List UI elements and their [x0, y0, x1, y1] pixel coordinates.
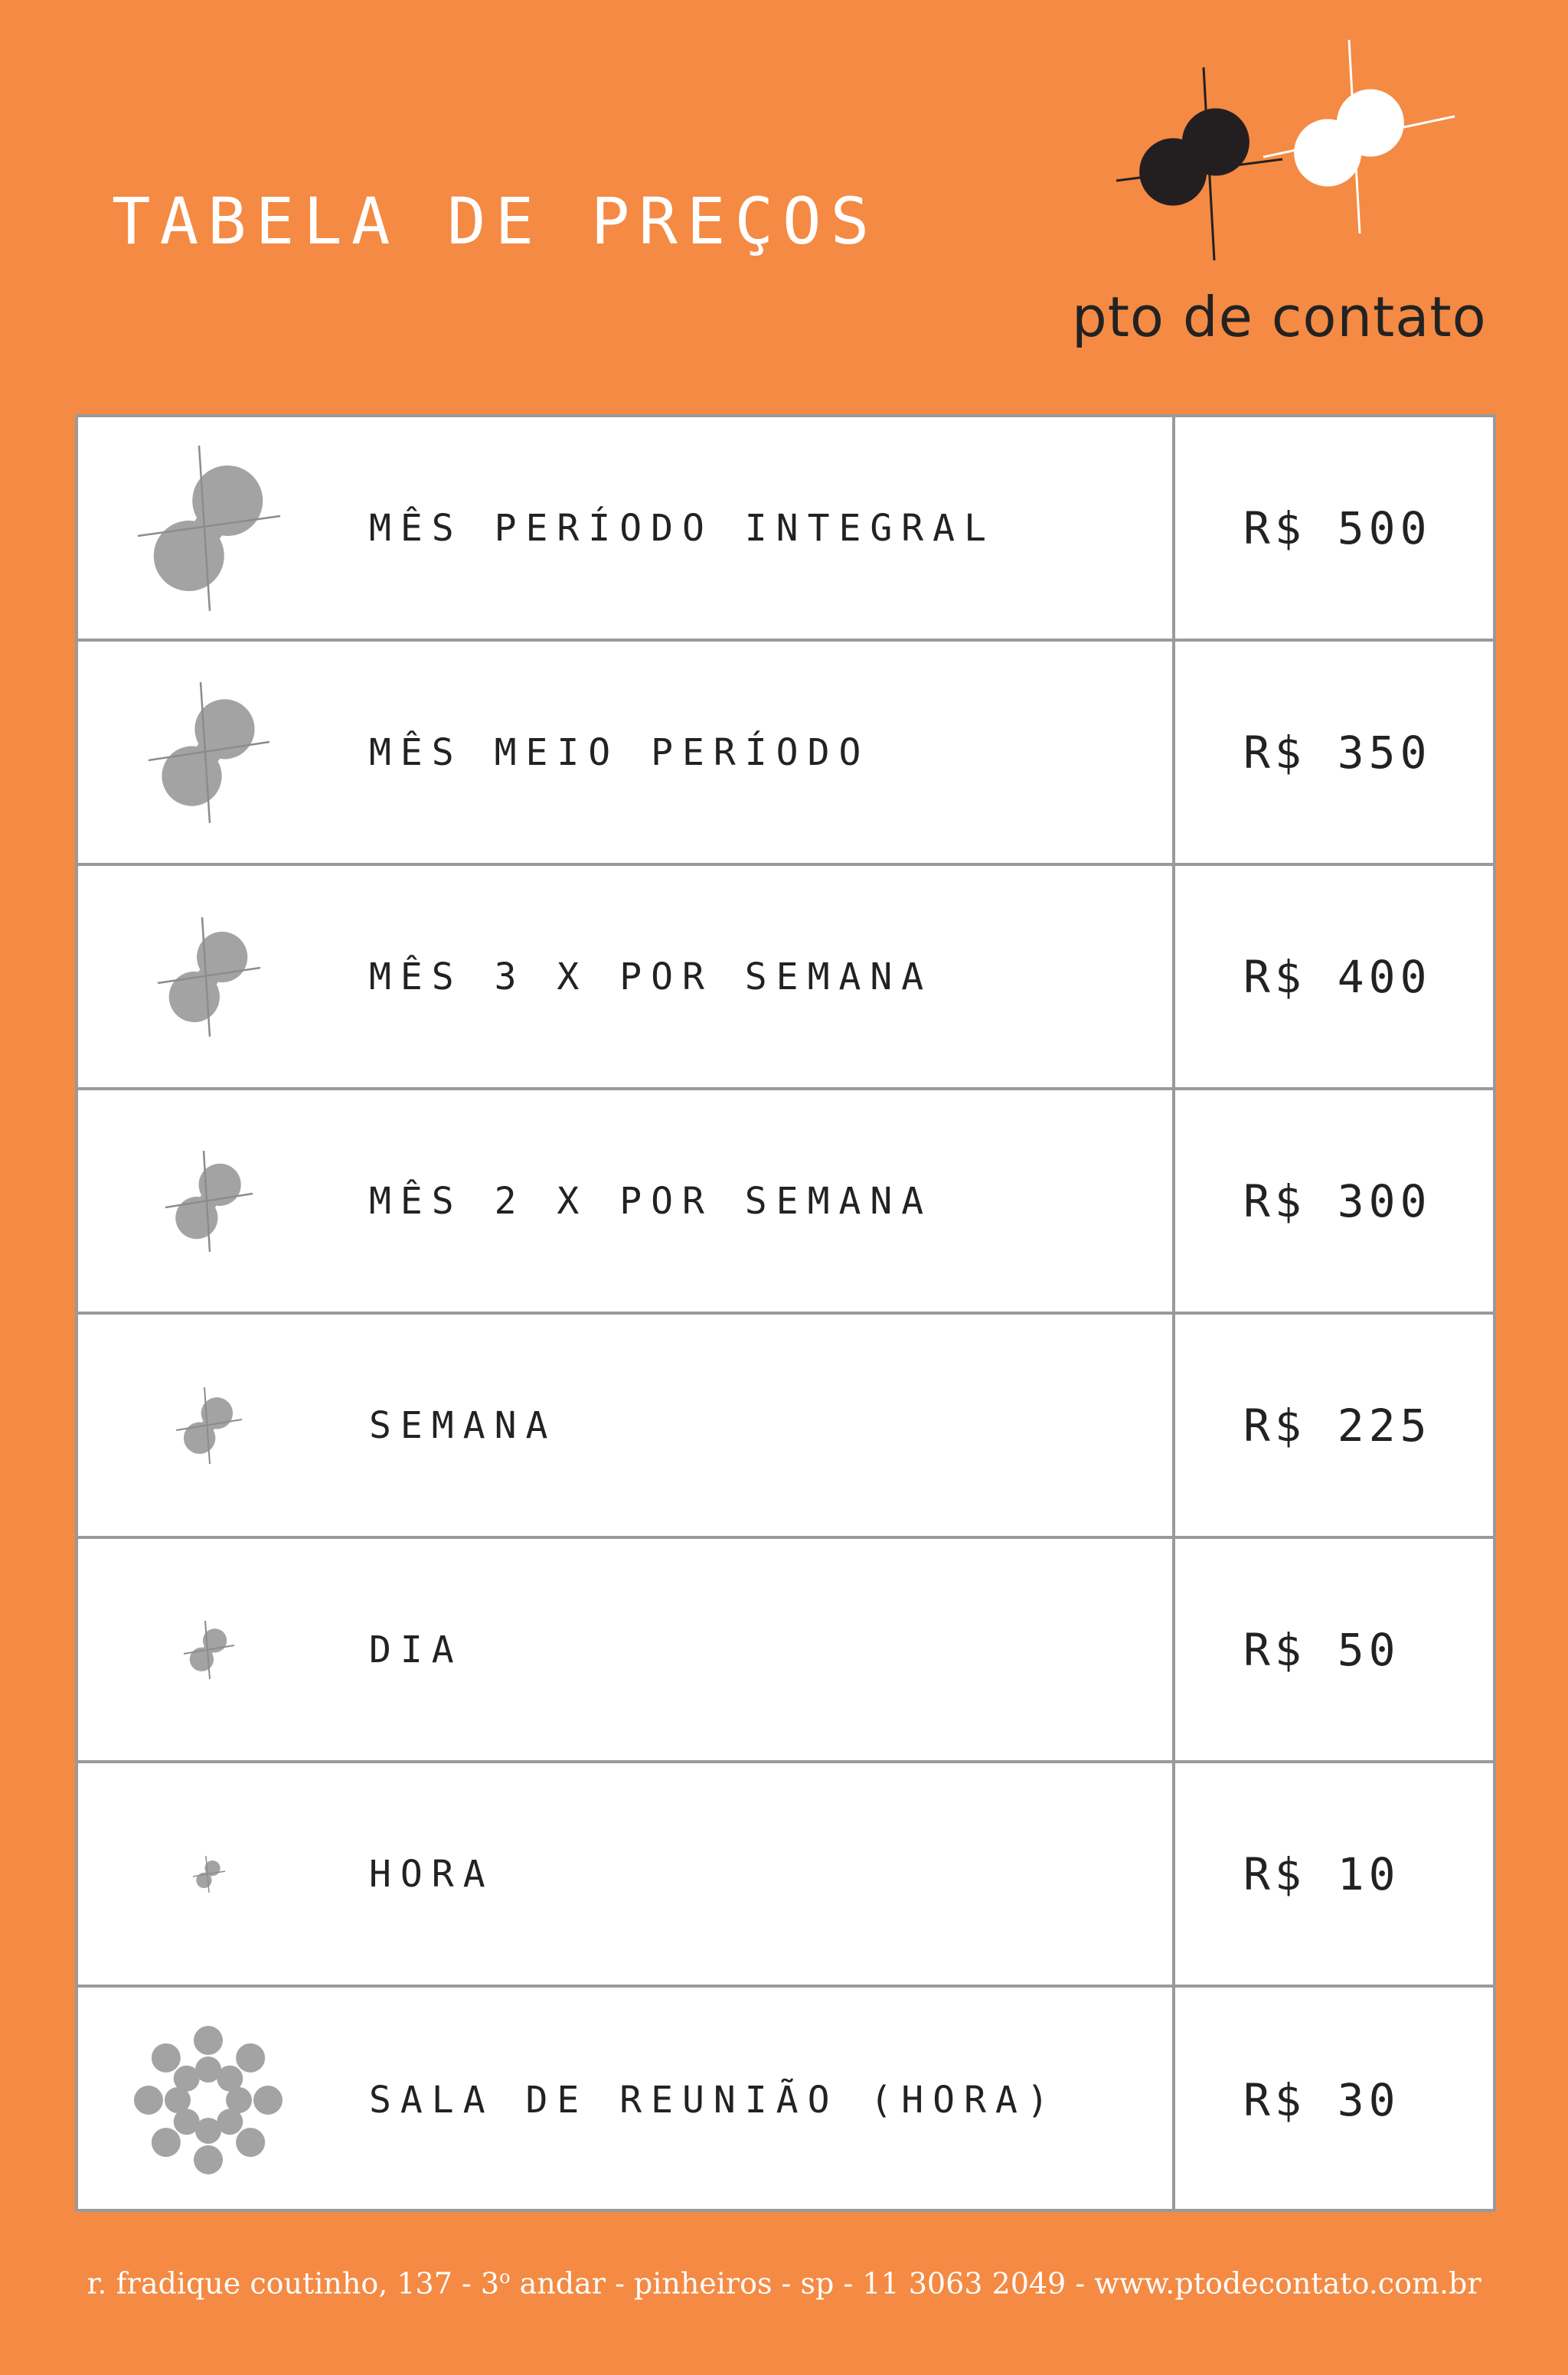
bowtie-mark-icon	[109, 866, 308, 1087]
footer-ordinal: o	[499, 2266, 511, 2288]
plan-price: R$ 10	[1243, 1847, 1400, 1900]
page-title: TABELA DE PREÇOS	[112, 184, 879, 259]
brand-name: pto de contato	[1072, 285, 1487, 349]
plan-label: MÊS 3 X POR SEMANA	[369, 955, 933, 998]
column-divider	[1172, 1763, 1175, 1985]
column-divider	[1172, 642, 1175, 863]
price-row	[78, 1763, 1493, 1988]
plan-price: R$ 300	[1243, 1174, 1432, 1227]
plan-price: R$ 225	[1243, 1399, 1432, 1452]
column-divider	[1172, 866, 1175, 1087]
plan-price: R$ 50	[1243, 1623, 1400, 1676]
bowtie-mark-icon	[109, 417, 308, 639]
plan-label: SEMANA	[369, 1403, 557, 1447]
bowtie-mark-icon	[109, 1315, 308, 1536]
price-row	[78, 1090, 1493, 1315]
plan-label: MÊS PERÍODO INTEGRAL	[369, 506, 995, 550]
plan-label: MÊS 2 X POR SEMANA	[369, 1179, 933, 1223]
bowtie-mark-icon	[109, 642, 308, 863]
bowtie-mark-icon	[109, 1090, 308, 1312]
footer-address-rest: andar - pinheiros - sp - 11 3063 2049 - www.ptodecontato.com.br	[510, 2266, 1481, 2301]
column-divider	[1172, 1315, 1175, 1536]
plan-label: HORA	[369, 1852, 495, 1896]
bowtie-mark-icon	[109, 1763, 308, 1985]
plan-price: R$ 500	[1243, 501, 1432, 554]
plan-label: DIA	[369, 1628, 463, 1671]
plan-price: R$ 400	[1243, 950, 1432, 1003]
price-row	[78, 642, 1493, 866]
bowtie-mark-icon	[109, 1539, 308, 1760]
footer-address-part: r. fradique coutinho, 137 - 3	[87, 2266, 500, 2301]
plan-label: MÊS MEIO PERÍODO	[369, 730, 871, 774]
column-divider	[1172, 1988, 1175, 2212]
circle-cluster-icon	[109, 1988, 308, 2212]
column-divider	[1172, 417, 1175, 639]
plan-price: R$ 350	[1243, 726, 1432, 779]
price-row	[78, 1315, 1493, 1539]
column-divider	[1172, 1090, 1175, 1312]
plan-label: SALA DE REUNIÃO (HORA)	[369, 2078, 1058, 2122]
price-row	[78, 1539, 1493, 1763]
plan-price: R$ 30	[1243, 2073, 1400, 2126]
price-row	[78, 1988, 1493, 2212]
footer-address	[0, 2266, 1568, 2301]
price-row	[78, 417, 1493, 642]
price-table	[75, 414, 1496, 2212]
column-divider	[1172, 1539, 1175, 1760]
brand-logo-icon	[1102, 31, 1470, 276]
price-row	[78, 866, 1493, 1090]
